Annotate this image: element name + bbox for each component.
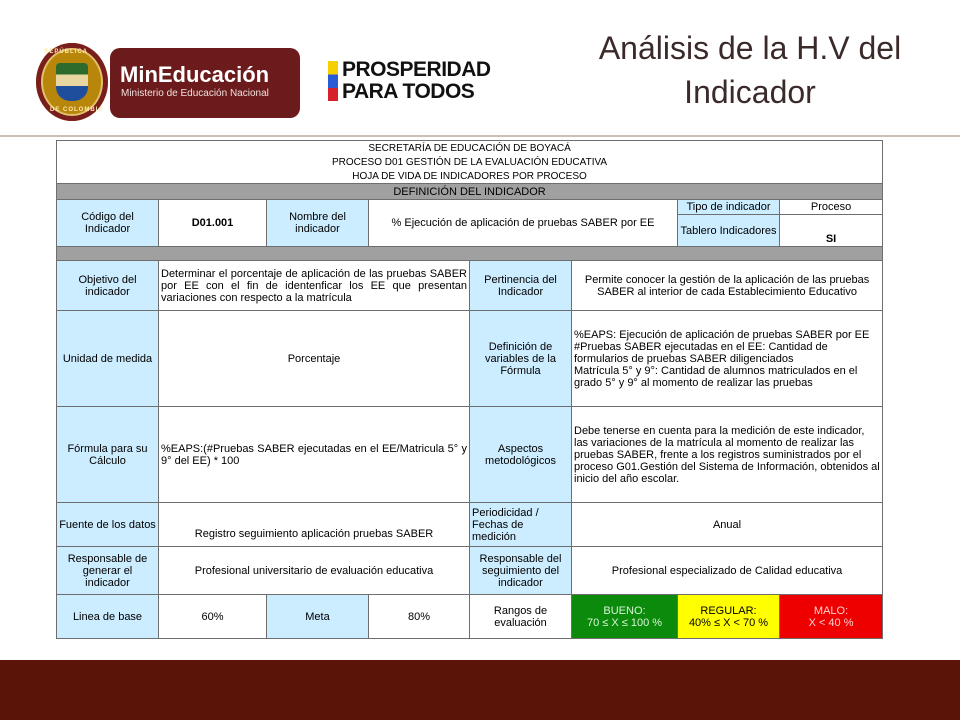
coat-of-arms-icon bbox=[56, 63, 88, 101]
fuente-label: Fuente de los datos bbox=[57, 503, 159, 547]
definicion-label: Definición de variables de la Fórmula bbox=[470, 311, 572, 407]
mineducacion-logo bbox=[110, 48, 300, 118]
rango-malo bbox=[780, 595, 883, 639]
tablero-label: Tablero Indicadores bbox=[678, 215, 780, 247]
periodicidad-value: Anual bbox=[572, 503, 883, 547]
formula-label: Fórmula para su Cálculo bbox=[57, 407, 159, 503]
aspectos-value: Debe tenerse en cuenta para la medición de este indicador, las variaciones de la matrícula al momento de realizar las pruebas SABER, frente a los registros suministrados por el proceso G01.Gestión del Sistema de Información, obtenidos al inicio del año escolar. bbox=[572, 407, 883, 503]
heading-secretaria: SECRETARÍA DE EDUCACIÓN DE BOYACÁ bbox=[368, 142, 571, 154]
malo-label: MALO: bbox=[813, 604, 849, 617]
pertinencia-label: Pertinencia del Indicador bbox=[470, 261, 572, 311]
heading-proceso: PROCESO D01 GESTIÓN DE LA EVALUACIÓN EDUCATIVA bbox=[332, 156, 608, 168]
footer-band bbox=[0, 660, 960, 720]
objetivo-label: Objetivo del indicador bbox=[57, 261, 159, 311]
tipo-label: Tipo de indicador bbox=[678, 200, 780, 215]
bueno-label: BUENO: bbox=[603, 604, 646, 617]
prosperidad-line2: PARA TODOS bbox=[342, 80, 475, 103]
indicator-form-table bbox=[56, 140, 883, 639]
tipo-value: Proceso bbox=[780, 200, 883, 215]
resp-generar-value: Profesional universitario de evaluación educativa bbox=[159, 547, 470, 595]
linea-value: 60% bbox=[159, 595, 267, 639]
linea-label: Linea de base bbox=[57, 595, 159, 639]
logo-subtitle: Ministerio de Educación Nacional bbox=[121, 88, 269, 99]
prosperidad-logo bbox=[328, 57, 498, 105]
seal-text-bottom: DE COLOMBIA bbox=[50, 107, 104, 113]
flag-bars-icon bbox=[328, 61, 338, 101]
page-title bbox=[570, 26, 930, 114]
heading-hoja-de-vida: HOJA DE VIDA DE INDICADORES POR PROCESO bbox=[352, 170, 587, 182]
nombre-value: % Ejecución de aplicación de pruebas SABER por EE bbox=[369, 200, 678, 247]
heading-block bbox=[57, 141, 883, 184]
codigo-value: D01.001 bbox=[159, 200, 267, 247]
tablero-value: SI bbox=[780, 215, 883, 247]
rangos-label: Rangos de evaluación bbox=[470, 595, 572, 639]
header-divider bbox=[0, 135, 960, 137]
title-line1: Análisis de la H.V del bbox=[598, 30, 902, 66]
objetivo-value: Determinar el porcentaje de aplicación de las pruebas SABER por EE con el fin de identenficar los EE que presentan variaciones con respecto a la matrícula bbox=[159, 261, 470, 311]
periodicidad-label: Periodicidad / Fechas de medición bbox=[470, 503, 572, 547]
section-spacer bbox=[57, 247, 883, 261]
malo-range: X < 40 % bbox=[808, 616, 854, 629]
regular-range: 40% ≤ X < 70 % bbox=[688, 616, 769, 629]
resp-seguimiento-value: Profesional especializado de Calidad educativa bbox=[572, 547, 883, 595]
meta-label: Meta bbox=[267, 595, 369, 639]
meta-value: 80% bbox=[369, 595, 470, 639]
rango-bueno bbox=[572, 595, 678, 639]
section-definicion: DEFINICIÓN DEL INDICADOR bbox=[57, 184, 883, 200]
aspectos-label: Aspectos metodológicos bbox=[470, 407, 572, 503]
seal-text-top: REPÚBLICA bbox=[44, 49, 89, 55]
prosperidad-line1: PROSPERIDAD bbox=[342, 58, 491, 81]
definicion-line: Matrícula 5° y 9°: Cantidad de alumnos matriculados en el grado 5° y 9° al momento de realizar las pruebas bbox=[574, 364, 858, 389]
definicion-line: #Pruebas SABER ejecutadas en el EE: Cantidad de formularios de pruebas SABER diligenciados bbox=[574, 340, 828, 365]
definicion-line: %EAPS: Ejecución de aplicación de pruebas SABER por EE bbox=[574, 328, 870, 341]
fuente-value: Registro seguimiento aplicación pruebas SABER bbox=[159, 503, 470, 547]
pertinencia-value: Permite conocer la gestión de la aplicación de las pruebas SABER al interior de cada Establecimiento Educativo bbox=[572, 261, 883, 311]
definicion-value bbox=[572, 311, 883, 407]
title-line2: Indicador bbox=[684, 74, 816, 110]
unidad-value: Porcentaje bbox=[159, 311, 470, 407]
formula-value: %EAPS:(#Pruebas SABER ejecutadas en el EE/Matricula 5° y 9° del EE) * 100 bbox=[159, 407, 470, 503]
unidad-label: Unidad de medida bbox=[57, 311, 159, 407]
republic-seal-logo bbox=[36, 43, 108, 121]
bueno-range: 70 ≤ X ≤ 100 % bbox=[586, 616, 663, 629]
regular-label: REGULAR: bbox=[700, 604, 757, 617]
resp-generar-label: Responsable de generar el indicador bbox=[57, 547, 159, 595]
codigo-label: Código del Indicador bbox=[57, 200, 159, 247]
nombre-label: Nombre del indicador bbox=[267, 200, 369, 247]
rango-regular bbox=[678, 595, 780, 639]
resp-seguimiento-label: Responsable del seguimiento del indicador bbox=[470, 547, 572, 595]
logo-title: MinEducación bbox=[120, 62, 270, 87]
